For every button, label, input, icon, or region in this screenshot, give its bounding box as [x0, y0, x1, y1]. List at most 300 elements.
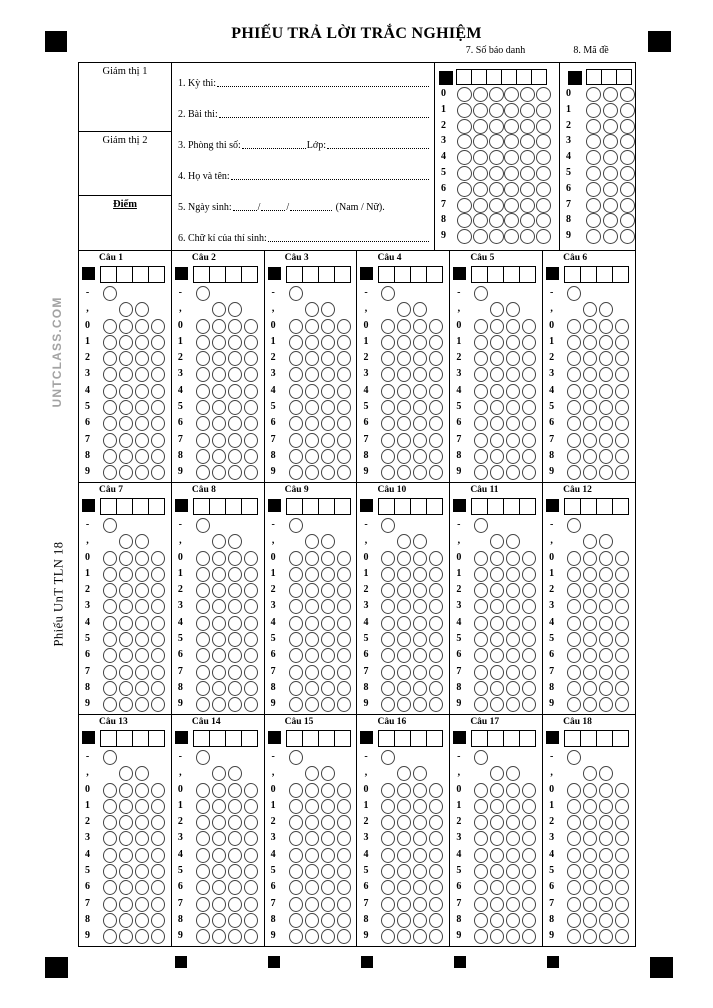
write-in-box[interactable]	[394, 730, 411, 747]
answer-bubble[interactable]	[583, 567, 597, 582]
answer-bubble[interactable]	[228, 367, 242, 382]
answer-bubble[interactable]	[429, 880, 443, 895]
answer-bubble[interactable]	[522, 551, 536, 566]
answer-bubble[interactable]	[103, 665, 117, 680]
answer-bubble[interactable]	[103, 897, 117, 912]
digit-bubble[interactable]	[457, 119, 472, 134]
answer-bubble[interactable]	[337, 567, 351, 582]
answer-bubble[interactable]	[289, 351, 303, 366]
digit-bubble[interactable]	[586, 198, 601, 213]
answer-bubble[interactable]	[522, 697, 536, 712]
answer-bubble[interactable]	[119, 697, 133, 712]
answer-bubble[interactable]	[151, 367, 165, 382]
answer-bubble[interactable]	[413, 880, 427, 895]
answer-bubble[interactable]	[228, 384, 242, 399]
answer-bubble[interactable]	[599, 697, 613, 712]
answer-bubble[interactable]	[583, 815, 597, 830]
answer-bubble[interactable]	[135, 632, 149, 647]
answer-bubble[interactable]	[506, 632, 520, 647]
answer-bubble[interactable]	[103, 433, 117, 448]
write-in-box[interactable]	[580, 498, 597, 515]
answer-bubble[interactable]	[615, 367, 629, 382]
answer-bubble[interactable]	[151, 583, 165, 598]
answer-bubble[interactable]	[522, 783, 536, 798]
write-in-box[interactable]	[487, 266, 504, 283]
answer-bubble[interactable]	[196, 384, 210, 399]
write-in-box[interactable]	[302, 730, 319, 747]
answer-bubble[interactable]	[151, 880, 165, 895]
answer-bubble[interactable]	[151, 632, 165, 647]
answer-bubble[interactable]	[305, 831, 319, 846]
answer-bubble[interactable]	[244, 465, 258, 480]
answer-bubble[interactable]	[522, 880, 536, 895]
digit-bubble[interactable]	[586, 150, 601, 165]
answer-bubble[interactable]	[381, 567, 395, 582]
answer-bubble[interactable]	[615, 648, 629, 663]
answer-bubble[interactable]	[289, 697, 303, 712]
answer-bubble[interactable]	[599, 465, 613, 480]
answer-bubble[interactable]	[212, 913, 226, 928]
answer-bubble[interactable]	[228, 913, 242, 928]
answer-bubble[interactable]	[289, 518, 303, 533]
answer-bubble[interactable]	[228, 848, 242, 863]
answer-bubble[interactable]	[615, 815, 629, 830]
answer-bubble[interactable]	[615, 583, 629, 598]
answer-bubble[interactable]	[413, 302, 427, 317]
answer-bubble[interactable]	[135, 815, 149, 830]
answer-bubble[interactable]	[615, 913, 629, 928]
answer-bubble[interactable]	[413, 815, 427, 830]
answer-bubble[interactable]	[567, 648, 581, 663]
answer-bubble[interactable]	[429, 815, 443, 830]
answer-bubble[interactable]	[212, 465, 226, 480]
answer-bubble[interactable]	[490, 632, 504, 647]
answer-bubble[interactable]	[289, 400, 303, 415]
answer-bubble[interactable]	[506, 335, 520, 350]
answer-bubble[interactable]	[381, 449, 395, 464]
answer-bubble[interactable]	[397, 616, 411, 631]
answer-bubble[interactable]	[151, 616, 165, 631]
answer-bubble[interactable]	[567, 583, 581, 598]
answer-bubble[interactable]	[567, 616, 581, 631]
answer-bubble[interactable]	[522, 416, 536, 431]
digit-bubble[interactable]	[457, 150, 472, 165]
answer-bubble[interactable]	[305, 864, 319, 879]
digit-bubble[interactable]	[473, 166, 488, 181]
answer-bubble[interactable]	[567, 913, 581, 928]
answer-bubble[interactable]	[151, 799, 165, 814]
answer-bubble[interactable]	[289, 551, 303, 566]
answer-bubble[interactable]	[305, 632, 319, 647]
answer-bubble[interactable]	[244, 632, 258, 647]
digit-bubble[interactable]	[603, 87, 618, 102]
write-line[interactable]	[217, 84, 429, 87]
answer-bubble[interactable]	[599, 319, 613, 334]
answer-bubble[interactable]	[397, 799, 411, 814]
answer-bubble[interactable]	[381, 433, 395, 448]
answer-bubble[interactable]	[196, 286, 210, 301]
answer-bubble[interactable]	[337, 681, 351, 696]
answer-bubble[interactable]	[429, 681, 443, 696]
answer-bubble[interactable]	[289, 367, 303, 382]
answer-bubble[interactable]	[522, 799, 536, 814]
answer-bubble[interactable]	[522, 913, 536, 928]
answer-bubble[interactable]	[381, 913, 395, 928]
answer-bubble[interactable]	[474, 848, 488, 863]
write-in-box[interactable]	[601, 69, 617, 85]
answer-bubble[interactable]	[490, 799, 504, 814]
answer-bubble[interactable]	[413, 465, 427, 480]
answer-bubble[interactable]	[305, 416, 319, 431]
answer-bubble[interactable]	[103, 831, 117, 846]
answer-bubble[interactable]	[135, 697, 149, 712]
answer-bubble[interactable]	[413, 632, 427, 647]
answer-bubble[interactable]	[119, 583, 133, 598]
answer-bubble[interactable]	[429, 319, 443, 334]
answer-bubble[interactable]	[196, 518, 210, 533]
answer-bubble[interactable]	[119, 681, 133, 696]
answer-bubble[interactable]	[228, 302, 242, 317]
write-in-box[interactable]	[426, 730, 443, 747]
answer-bubble[interactable]	[474, 449, 488, 464]
digit-bubble[interactable]	[620, 134, 635, 149]
answer-bubble[interactable]	[413, 319, 427, 334]
answer-bubble[interactable]	[506, 783, 520, 798]
answer-bubble[interactable]	[429, 416, 443, 431]
answer-bubble[interactable]	[615, 848, 629, 863]
answer-bubble[interactable]	[615, 551, 629, 566]
digit-bubble[interactable]	[536, 119, 551, 134]
answer-bubble[interactable]	[583, 632, 597, 647]
answer-bubble[interactable]	[103, 648, 117, 663]
answer-bubble[interactable]	[305, 929, 319, 944]
digit-bubble[interactable]	[603, 103, 618, 118]
answer-bubble[interactable]	[305, 897, 319, 912]
answer-bubble[interactable]	[474, 599, 488, 614]
answer-bubble[interactable]	[567, 897, 581, 912]
answer-bubble[interactable]	[103, 815, 117, 830]
answer-bubble[interactable]	[381, 750, 395, 765]
digit-bubble[interactable]	[504, 103, 519, 118]
digit-bubble[interactable]	[457, 166, 472, 181]
digit-bubble[interactable]	[536, 87, 551, 102]
answer-bubble[interactable]	[151, 913, 165, 928]
answer-bubble[interactable]	[567, 335, 581, 350]
answer-bubble[interactable]	[337, 583, 351, 598]
answer-bubble[interactable]	[135, 433, 149, 448]
answer-bubble[interactable]	[474, 929, 488, 944]
write-in-box[interactable]	[209, 498, 226, 515]
answer-bubble[interactable]	[490, 567, 504, 582]
answer-bubble[interactable]	[119, 648, 133, 663]
answer-bubble[interactable]	[196, 616, 210, 631]
answer-bubble[interactable]	[135, 783, 149, 798]
digit-bubble[interactable]	[473, 103, 488, 118]
answer-bubble[interactable]	[413, 799, 427, 814]
write-in-box[interactable]	[100, 730, 117, 747]
answer-bubble[interactable]	[583, 534, 597, 549]
answer-bubble[interactable]	[583, 465, 597, 480]
answer-bubble[interactable]	[244, 583, 258, 598]
answer-bubble[interactable]	[615, 319, 629, 334]
answer-bubble[interactable]	[490, 534, 504, 549]
answer-bubble[interactable]	[212, 648, 226, 663]
digit-bubble[interactable]	[457, 229, 472, 244]
answer-bubble[interactable]	[321, 551, 335, 566]
answer-bubble[interactable]	[429, 400, 443, 415]
answer-bubble[interactable]	[490, 335, 504, 350]
answer-bubble[interactable]	[289, 319, 303, 334]
answer-bubble[interactable]	[305, 815, 319, 830]
answer-bubble[interactable]	[599, 534, 613, 549]
answer-bubble[interactable]	[506, 599, 520, 614]
answer-bubble[interactable]	[305, 848, 319, 863]
digit-bubble[interactable]	[603, 134, 618, 149]
answer-bubble[interactable]	[196, 319, 210, 334]
answer-bubble[interactable]	[244, 616, 258, 631]
answer-bubble[interactable]	[397, 831, 411, 846]
answer-bubble[interactable]	[135, 864, 149, 879]
answer-bubble[interactable]	[305, 616, 319, 631]
answer-bubble[interactable]	[583, 665, 597, 680]
digit-bubble[interactable]	[520, 213, 535, 228]
answer-bubble[interactable]	[305, 583, 319, 598]
answer-bubble[interactable]	[474, 335, 488, 350]
write-in-box[interactable]	[286, 730, 303, 747]
answer-bubble[interactable]	[337, 848, 351, 863]
answer-bubble[interactable]	[305, 880, 319, 895]
answer-bubble[interactable]	[381, 815, 395, 830]
answer-bubble[interactable]	[381, 864, 395, 879]
write-in-box[interactable]	[116, 266, 133, 283]
write-in-box[interactable]	[378, 730, 395, 747]
answer-bubble[interactable]	[289, 286, 303, 301]
answer-bubble[interactable]	[381, 848, 395, 863]
answer-bubble[interactable]	[196, 681, 210, 696]
write-in-box[interactable]	[503, 498, 520, 515]
answer-bubble[interactable]	[506, 697, 520, 712]
answer-bubble[interactable]	[429, 913, 443, 928]
answer-bubble[interactable]	[135, 799, 149, 814]
answer-bubble[interactable]	[196, 880, 210, 895]
answer-bubble[interactable]	[151, 897, 165, 912]
answer-bubble[interactable]	[615, 880, 629, 895]
answer-bubble[interactable]	[567, 750, 581, 765]
answer-bubble[interactable]	[244, 681, 258, 696]
answer-bubble[interactable]	[337, 416, 351, 431]
answer-bubble[interactable]	[490, 766, 504, 781]
answer-bubble[interactable]	[490, 913, 504, 928]
answer-bubble[interactable]	[583, 367, 597, 382]
write-in-box[interactable]	[132, 498, 149, 515]
answer-bubble[interactable]	[135, 913, 149, 928]
answer-bubble[interactable]	[228, 665, 242, 680]
answer-bubble[interactable]	[567, 929, 581, 944]
answer-bubble[interactable]	[212, 449, 226, 464]
answer-bubble[interactable]	[321, 583, 335, 598]
answer-bubble[interactable]	[413, 367, 427, 382]
answer-bubble[interactable]	[103, 783, 117, 798]
answer-bubble[interactable]	[583, 416, 597, 431]
answer-bubble[interactable]	[506, 815, 520, 830]
answer-bubble[interactable]	[196, 400, 210, 415]
answer-bubble[interactable]	[103, 384, 117, 399]
answer-bubble[interactable]	[413, 616, 427, 631]
answer-bubble[interactable]	[244, 848, 258, 863]
answer-bubble[interactable]	[506, 302, 520, 317]
answer-bubble[interactable]	[397, 551, 411, 566]
answer-bubble[interactable]	[289, 583, 303, 598]
answer-bubble[interactable]	[615, 449, 629, 464]
digit-bubble[interactable]	[620, 166, 635, 181]
answer-bubble[interactable]	[135, 567, 149, 582]
answer-bubble[interactable]	[506, 567, 520, 582]
write-in-box[interactable]	[378, 498, 395, 515]
answer-bubble[interactable]	[244, 799, 258, 814]
digit-bubble[interactable]	[586, 166, 601, 181]
answer-bubble[interactable]	[196, 416, 210, 431]
answer-bubble[interactable]	[305, 302, 319, 317]
answer-bubble[interactable]	[397, 465, 411, 480]
answer-bubble[interactable]	[429, 831, 443, 846]
answer-bubble[interactable]	[397, 929, 411, 944]
answer-bubble[interactable]	[321, 913, 335, 928]
digit-bubble[interactable]	[520, 166, 535, 181]
answer-bubble[interactable]	[212, 433, 226, 448]
answer-bubble[interactable]	[244, 897, 258, 912]
answer-bubble[interactable]	[522, 465, 536, 480]
answer-bubble[interactable]	[151, 929, 165, 944]
digit-bubble[interactable]	[489, 134, 504, 149]
write-in-box[interactable]	[426, 498, 443, 515]
answer-bubble[interactable]	[289, 616, 303, 631]
digit-bubble[interactable]	[473, 213, 488, 228]
answer-bubble[interactable]	[119, 465, 133, 480]
answer-bubble[interactable]	[474, 367, 488, 382]
answer-bubble[interactable]	[429, 465, 443, 480]
write-in-box[interactable]	[596, 498, 613, 515]
answer-bubble[interactable]	[212, 848, 226, 863]
answer-bubble[interactable]	[135, 583, 149, 598]
answer-bubble[interactable]	[583, 648, 597, 663]
answer-bubble[interactable]	[289, 465, 303, 480]
answer-bubble[interactable]	[103, 286, 117, 301]
answer-bubble[interactable]	[567, 351, 581, 366]
write-in-box[interactable]	[531, 69, 547, 85]
answer-bubble[interactable]	[522, 449, 536, 464]
answer-bubble[interactable]	[135, 449, 149, 464]
answer-bubble[interactable]	[413, 384, 427, 399]
answer-bubble[interactable]	[196, 929, 210, 944]
answer-bubble[interactable]	[522, 384, 536, 399]
digit-bubble[interactable]	[489, 150, 504, 165]
answer-bubble[interactable]	[321, 897, 335, 912]
answer-bubble[interactable]	[522, 929, 536, 944]
answer-bubble[interactable]	[490, 449, 504, 464]
answer-bubble[interactable]	[103, 697, 117, 712]
answer-bubble[interactable]	[103, 913, 117, 928]
answer-bubble[interactable]	[583, 783, 597, 798]
answer-bubble[interactable]	[567, 567, 581, 582]
answer-bubble[interactable]	[413, 913, 427, 928]
answer-bubble[interactable]	[567, 880, 581, 895]
answer-bubble[interactable]	[228, 433, 242, 448]
answer-bubble[interactable]	[103, 880, 117, 895]
answer-bubble[interactable]	[305, 681, 319, 696]
answer-bubble[interactable]	[413, 433, 427, 448]
answer-bubble[interactable]	[474, 384, 488, 399]
digit-bubble[interactable]	[489, 229, 504, 244]
digit-bubble[interactable]	[586, 119, 601, 134]
answer-bubble[interactable]	[413, 681, 427, 696]
answer-bubble[interactable]	[244, 831, 258, 846]
answer-bubble[interactable]	[583, 616, 597, 631]
answer-bubble[interactable]	[381, 384, 395, 399]
answer-bubble[interactable]	[212, 616, 226, 631]
digit-bubble[interactable]	[520, 119, 535, 134]
answer-bubble[interactable]	[244, 384, 258, 399]
answer-bubble[interactable]	[413, 416, 427, 431]
answer-bubble[interactable]	[567, 632, 581, 647]
answer-bubble[interactable]	[244, 648, 258, 663]
answer-bubble[interactable]	[522, 433, 536, 448]
answer-bubble[interactable]	[103, 583, 117, 598]
answer-bubble[interactable]	[567, 799, 581, 814]
answer-bubble[interactable]	[522, 335, 536, 350]
write-in-box[interactable]	[286, 498, 303, 515]
answer-bubble[interactable]	[321, 449, 335, 464]
answer-bubble[interactable]	[244, 783, 258, 798]
write-in-box[interactable]	[564, 730, 581, 747]
answer-bubble[interactable]	[228, 681, 242, 696]
answer-bubble[interactable]	[228, 416, 242, 431]
answer-bubble[interactable]	[506, 583, 520, 598]
answer-bubble[interactable]	[135, 351, 149, 366]
answer-bubble[interactable]	[228, 648, 242, 663]
answer-bubble[interactable]	[490, 864, 504, 879]
answer-bubble[interactable]	[567, 783, 581, 798]
digit-bubble[interactable]	[603, 229, 618, 244]
write-in-box[interactable]	[519, 266, 536, 283]
digit-bubble[interactable]	[457, 87, 472, 102]
answer-bubble[interactable]	[522, 400, 536, 415]
answer-bubble[interactable]	[321, 616, 335, 631]
answer-bubble[interactable]	[413, 583, 427, 598]
digit-bubble[interactable]	[504, 119, 519, 134]
digit-bubble[interactable]	[489, 166, 504, 181]
digit-bubble[interactable]	[586, 134, 601, 149]
answer-bubble[interactable]	[413, 864, 427, 879]
answer-bubble[interactable]	[212, 551, 226, 566]
write-in-box[interactable]	[318, 498, 335, 515]
answer-bubble[interactable]	[506, 665, 520, 680]
answer-bubble[interactable]	[212, 880, 226, 895]
answer-bubble[interactable]	[119, 848, 133, 863]
digit-bubble[interactable]	[620, 103, 635, 118]
answer-bubble[interactable]	[212, 335, 226, 350]
write-in-box[interactable]	[503, 266, 520, 283]
answer-bubble[interactable]	[337, 697, 351, 712]
answer-bubble[interactable]	[522, 599, 536, 614]
answer-bubble[interactable]	[228, 831, 242, 846]
write-in-box[interactable]	[410, 266, 427, 283]
answer-bubble[interactable]	[413, 551, 427, 566]
answer-bubble[interactable]	[151, 567, 165, 582]
answer-bubble[interactable]	[212, 665, 226, 680]
answer-bubble[interactable]	[599, 766, 613, 781]
answer-bubble[interactable]	[615, 897, 629, 912]
answer-bubble[interactable]	[321, 665, 335, 680]
